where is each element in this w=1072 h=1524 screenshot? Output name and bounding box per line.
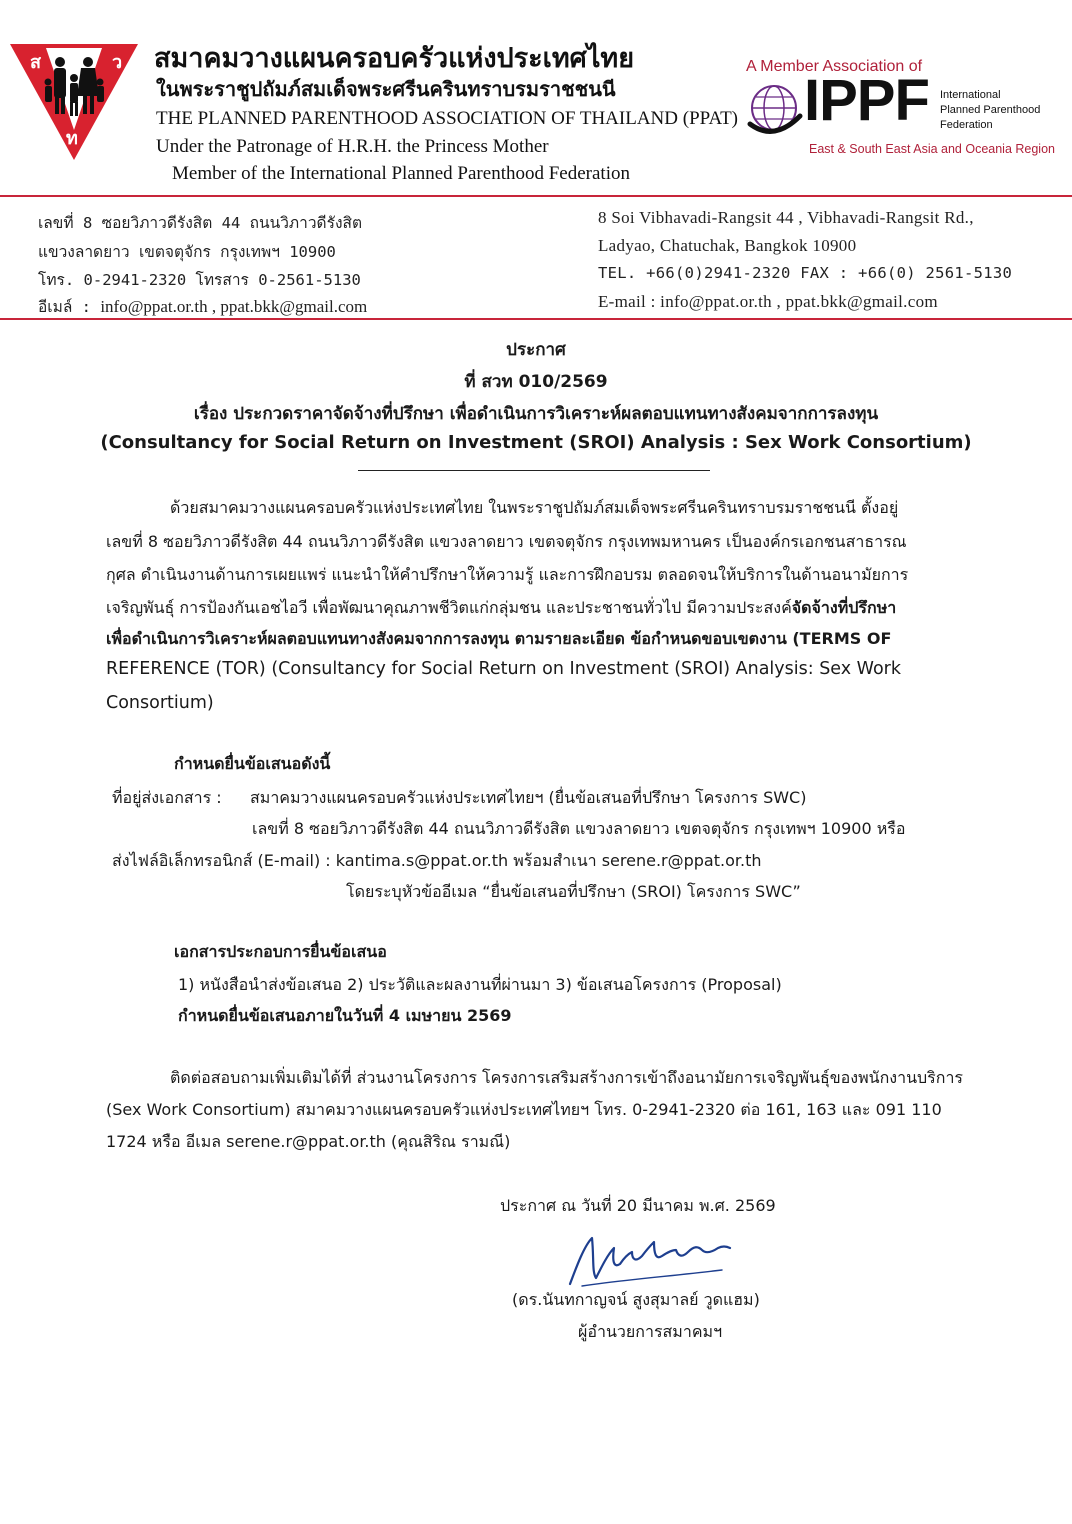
address-thai-line: เลขที่ 8 ซอยวิภาวดีรังสิต 44 ถนนวิภาวดีรังสิต [38, 214, 363, 232]
documents-list: 1) หนังสือนำส่งข้อเสนอ 2) ประวัติและผลงานที่ผ่านมา 3) ข้อเสนอโครงการ (Proposal) [178, 975, 782, 994]
org-name-thai: สมาคมวางแผนครอบครัวแห่งประเทศไทย [154, 43, 635, 74]
body-paragraph-line: REFERENCE (TOR) (Consultancy for Social Return on Investment (SROI) Analysis: Sex Work [106, 659, 901, 679]
announcement-date: ประกาศ ณ วันที่ 20 มีนาคม พ.ศ. 2569 [500, 1196, 776, 1215]
address-thai-line: แขวงลาดยาว เขตจตุจักร กรุงเทพฯ 10900 [38, 243, 336, 261]
contact-line: (Sex Work Consortium) สมาคมวางแผนครอบครัวแห่งประเทศไทยฯ โทร. 0-2941-2320 ต่อ 161, 163 และ 091 110 [106, 1100, 942, 1119]
ippf-region-label: East & South East Asia and Oceania Region [809, 142, 1055, 156]
body-text-bold: จัดจ้างที่ปรึกษา [791, 598, 897, 617]
logo-letter-tho: ท [66, 128, 78, 149]
body-paragraph-line: ด้วยสมาคมวางแผนครอบครัวแห่งประเทศไทย ในพระราชูปถัมภ์สมเด็จพระศรีนครินทราบรมราชชนนี ตั้งอยู่ [170, 498, 899, 517]
ippf-wordmark: IPPF [804, 68, 929, 133]
org-patronage-english: Under the Patronage of H.R.H. the Princess Mother [156, 136, 549, 157]
contact-line: ติดต่อสอบถามเพิ่มเติมได้ที่ ส่วนงานโครงการ โครงการเสริมสร้างการเข้าถึงอนามัยการเจริญพันธุ์ของพนักงานบริการ [170, 1068, 964, 1087]
announcement-subject-english: (Consultancy for Social Return on Investment (SROI) Analysis : Sex Work Consortium) [100, 432, 972, 453]
email-label: ส่งไฟล์อิเล็กทรอนิกส์ (E-mail) : [112, 851, 336, 870]
header-divider-bottom [0, 318, 1072, 320]
email-link-primary[interactable]: kantima.s@ppat.or.th [335, 851, 509, 870]
submission-address-label: ที่อยู่ส่งเอกสาร : [112, 788, 222, 807]
address-english-line: 8 Soi Vibhavadi-Rangsit 44 , Vibhavadi-Rangsit Rd., [598, 208, 974, 227]
email-link[interactable]: info@ppat.or.th , ppat.bkk@gmail.com [100, 297, 368, 316]
org-patronage-thai: ในพระราชูปถัมภ์สมเด็จพระศรีนครินทราบรมราชชนนี [156, 77, 616, 101]
submission-deadline: กำหนดยื่นข้อเสนอภายในวันที่ 4 เมษายน 2569 [178, 1006, 512, 1025]
ippf-fullname-line: Federation [940, 119, 993, 131]
signatory-position: ผู้อำนวยการสมาคมฯ [578, 1322, 723, 1341]
title-underline [358, 470, 710, 471]
address-english-line: Ladyao, Chatuchak, Bangkok 10900 [598, 236, 857, 255]
ippf-globe-icon [744, 80, 806, 140]
address-english-phone: TEL. +66(0)2941-2320 FAX : +66(0) 2561-5130 [598, 264, 1013, 282]
logo-letter-wo: ว [112, 52, 123, 73]
announcement-number: ที่ สวท 010/2569 [464, 372, 608, 392]
address-thai-phone: โทร. 0-2941-2320 โทรสาร 0-2561-5130 [38, 271, 361, 289]
email-link-cc[interactable]: serene.r@ppat.or.th [601, 851, 762, 870]
ppat-logo [8, 38, 140, 164]
submission-address-value: สมาคมวางแผนครอบครัวแห่งประเทศไทยฯ (ยื่นข้อเสนอที่ปรึกษา โครงการ SWC) [250, 788, 807, 807]
address-english-email[interactable]: E-mail : info@ppat.or.th , ppat.bkk@gmail.com [598, 292, 938, 311]
body-text: เจริญพันธุ์ การป้องกันเอชไอวี เพื่อพัฒนาคุณภาพชีวิตแก่กลุ่มชน และประชาชนทั่วไป มีความประสงค์ [106, 598, 792, 617]
org-membership-english: Member of the International Planned Parenthood Federation [172, 163, 630, 184]
body-paragraph-line-bold: เพื่อดำเนินการวิเคราะห์ผลตอบแทนทางสังคมจากการลงทุน ตามรายละเอียด ข้อกำหนดขอบเขตงาน (TERMS OF [106, 629, 892, 648]
address-thai-email [38, 294, 367, 319]
org-name-english: THE PLANNED PARENTHOOD ASSOCIATION OF THAILAND (PPAT) [156, 108, 739, 129]
submission-heading: กำหนดยื่นข้อเสนอดังนี้ [174, 754, 331, 773]
signatory-name: (ดร.นันทกาญจน์ สูงสุมาลย์ วูดแฮม) [512, 1290, 760, 1309]
header-divider-top [0, 195, 1072, 197]
body-paragraph-line [106, 596, 896, 621]
ippf-fullname-line: International [940, 89, 1001, 101]
body-paragraph-line: เลขที่ 8 ซอยวิภาวดีรังสิต 44 ถนนวิภาวดีรังสิต แขวงลาดยาว เขตจตุจักร กรุงเทพมหานคร เป็นองค์กรเอกชนสาธารณ [106, 532, 907, 551]
email-cc-label: พร้อมสำเนา [508, 851, 602, 870]
ippf-fullname-line: Planned Parenthood [940, 104, 1041, 116]
ippf-member-label: A Member Association of [746, 58, 923, 75]
documents-heading: เอกสารประกอบการยื่นข้อเสนอ [174, 942, 387, 961]
logo-letter-so: ส [30, 52, 41, 73]
submission-email-subject: โดยระบุหัวข้ออีเมล “ยื่นข้อเสนอที่ปรึกษา (SROI) โครงการ SWC” [346, 882, 801, 901]
body-paragraph-line: Consortium) [106, 693, 214, 713]
submission-email-line [112, 849, 762, 874]
body-paragraph-line: กุศล ดำเนินงานด้านการเผยแพร่ แนะนำให้คำปรึกษาให้ความรู้ และการฝึกอบรม ตลอดจนให้บริการในด้านอนามัยการ [106, 565, 909, 584]
email-label: อีเมล์ : [38, 298, 101, 316]
submission-address-value: เลขที่ 8 ซอยวิภาวดีรังสิต 44 ถนนวิภาวดีรังสิต แขวงลาดยาว เขตจตุจักร กรุงเทพฯ 10900 หรือ [252, 819, 906, 838]
signature-image [562, 1228, 738, 1294]
contact-line: 1724 หรือ อีเมล serene.r@ppat.or.th (คุณสิริณ รามณี) [106, 1132, 511, 1151]
ippf-fullname [940, 88, 1040, 133]
announcement-subject: เรื่อง ประกวดราคาจัดจ้างที่ปรึกษา เพื่อดำเนินการวิเคราะห์ผลตอบแทนทางสังคมจากการลงทุน [193, 404, 879, 424]
announcement-heading: ประกาศ [506, 340, 566, 360]
